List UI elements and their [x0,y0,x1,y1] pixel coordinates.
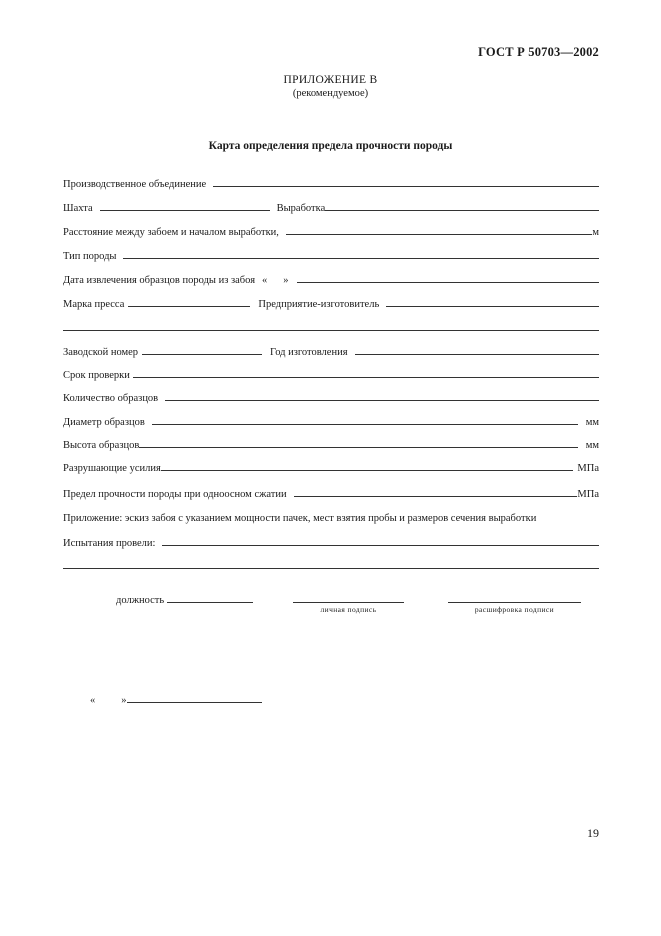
year-made-label: Год изготовления [270,347,348,358]
press-brand-line[interactable] [128,306,250,307]
tested-by-line[interactable] [162,545,599,546]
distance-line[interactable] [286,234,592,235]
row-diameter [63,414,599,428]
association-line[interactable] [213,186,599,187]
sample-height-label: Высота образцов [63,440,140,451]
manufacturer-label: Предприятие-изготовитель [258,299,380,310]
row-strength-limit [63,486,599,500]
signature-caption: личная подпись [320,605,377,614]
sample-height-line[interactable] [139,447,577,448]
row-sample-count [63,390,599,404]
blank-line-1[interactable] [63,330,599,331]
rock-type-label: Тип породы [63,251,117,262]
row-blank-2 [63,558,599,572]
row-tested-by [63,535,599,549]
mine-label: Шахта [63,203,93,214]
blank-line-2[interactable] [63,568,599,569]
standard-header: ГОСТ Р 50703—2002 [478,45,599,59]
attachment-text: Приложение: эскиз забоя с указанием мощности пачек, мест взятия пробы и размеров сечения выработки [63,513,537,524]
breaking-force-line[interactable] [161,470,574,471]
serial-number-label: Заводской номер [63,347,139,358]
date-line [90,692,262,706]
sample-diameter-line[interactable] [152,424,578,425]
strength-unit: МПа [577,489,599,500]
rock-type-line[interactable] [123,258,599,259]
sample-diameter-label: Диаметр образцов [63,417,145,428]
appendix-note: (рекомендуемое) [292,88,369,99]
date-year-line[interactable] [127,702,262,703]
distance-unit: м [592,227,599,238]
quote-open: « [262,275,268,286]
signature-position [116,592,253,606]
manufacturer-line[interactable] [386,306,599,307]
association-label: Производственное объединение [63,179,207,190]
date-quote-close: » [121,695,127,706]
row-breaking-force [63,460,599,474]
diameter-unit: мм [585,417,599,428]
force-unit: МПа [577,463,599,474]
working-label: Выработка [276,203,326,214]
strength-limit-line[interactable] [294,496,578,497]
row-rock-type [63,248,599,262]
sample-count-line[interactable] [165,400,599,401]
row-press [63,296,599,310]
extraction-date-label: Дата извлечения образцов породы из забоя [63,275,256,286]
row-association [63,176,599,190]
mine-line[interactable] [100,210,270,211]
year-made-line[interactable] [355,354,599,355]
check-period-label: Срок проверки [63,370,130,381]
decoding-caption: расшифровка подписи [474,605,555,614]
date-quote-open: « [90,695,96,706]
appendix-title: ПРИЛОЖЕНИЕ В [283,74,378,86]
position-line[interactable] [167,602,253,603]
row-blank-1 [63,320,599,334]
signature-line[interactable] [293,602,404,603]
check-period-line[interactable] [133,377,599,378]
row-serial [63,344,599,358]
decoding-line[interactable] [448,602,581,603]
row-distance [63,224,599,238]
serial-number-line[interactable] [142,354,262,355]
row-height [63,437,599,451]
row-attachment [63,510,599,524]
breaking-force-label: Разрушающие усилия [63,463,161,474]
row-check-period [63,367,599,381]
height-unit: мм [585,440,599,451]
row-mine [63,200,599,214]
form-title: Карта определения предела прочности породы [208,140,453,152]
position-label: должность [116,595,165,606]
extraction-date-line[interactable] [297,282,599,283]
row-extraction-date [63,272,599,286]
sample-count-label: Количество образцов [63,393,159,404]
page-number: 19 [587,826,599,840]
press-brand-label: Марка пресса [63,299,125,310]
working-line[interactable] [325,210,599,211]
strength-limit-label: Предел прочности породы при одноосном сжатии [63,489,287,500]
tested-by-label: Испытания провели: [63,538,156,549]
quote-close: » [283,275,289,286]
distance-label: Расстояние между забоем и началом выработки, [63,227,279,238]
